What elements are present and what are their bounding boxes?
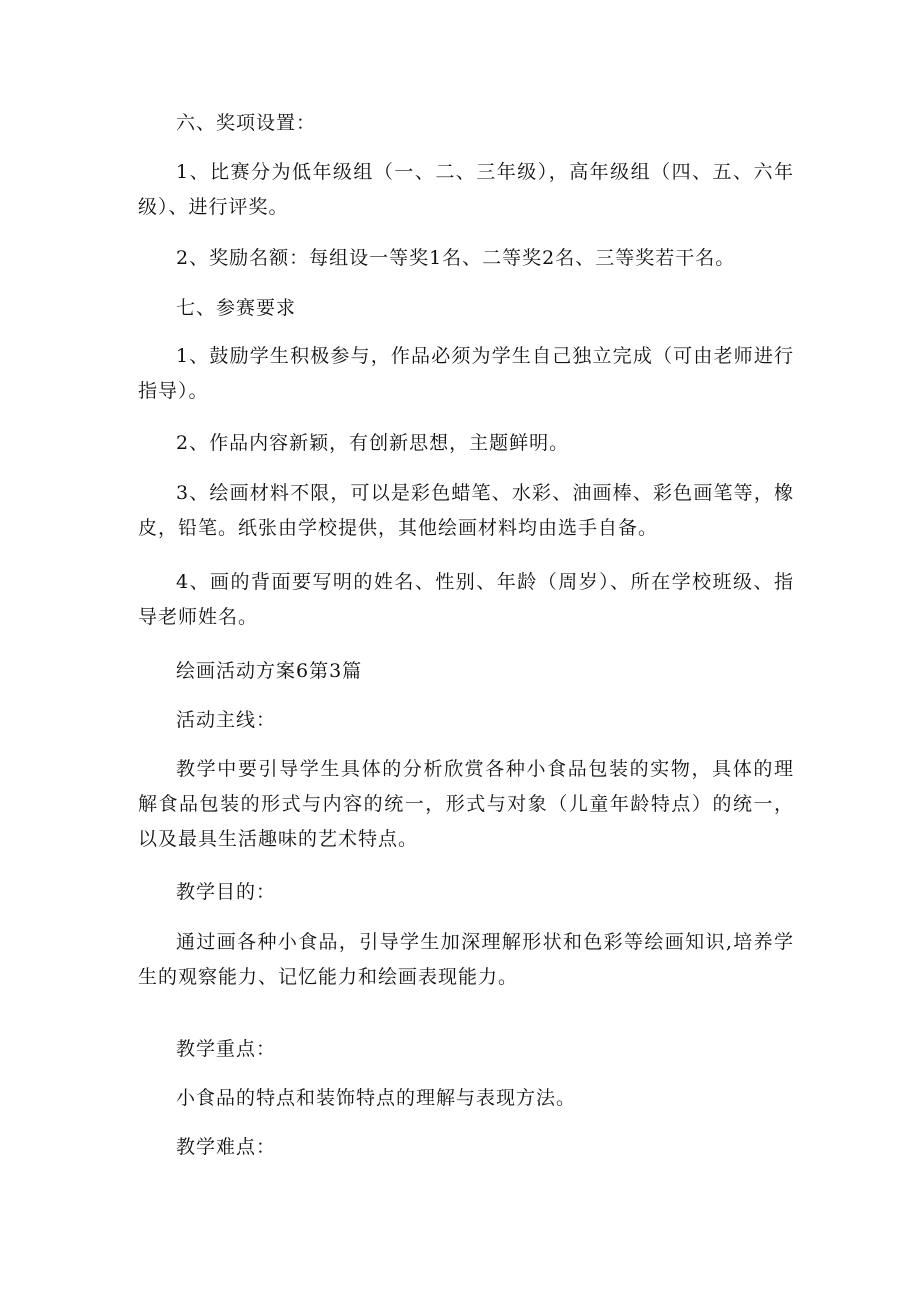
paragraph-requirement-1: 1、鼓励学生积极参与，作品必须为学生自己独立完成（可由老师进行指导）。 [138, 345, 794, 402]
section-title-plan-3: 绘画活动方案6第3篇 [176, 660, 363, 682]
section-heading-awards: 六、奖项设置： [176, 112, 317, 134]
paragraph-teaching-goal: 通过画各种小食品，引导学生加深理解形状和色彩等绘画知识,培养学生的观察能力、记忆能力和绘画表现能力。 [138, 931, 794, 988]
heading-main-line: 活动主线： [176, 709, 277, 731]
paragraph-main-line: 教学中要引导学生具体的分析欣赏各种小食品包装的实物，具体的理解食品包装的形式与内容的统一，形式与对象（儿童年龄特点）的统一，以及最具生活趣味的艺术特点。 [138, 758, 794, 850]
heading-teaching-goal: 教学目的： [176, 881, 277, 903]
heading-teaching-focus: 教学重点： [176, 1038, 277, 1060]
section-heading-requirements: 七、参赛要求 [176, 297, 297, 319]
paragraph-award-groups: 1、比赛分为低年级组（一、二、三年级），高年级组（四、五、六年级）、进行评奖。 [138, 161, 794, 218]
paragraph-requirement-2: 2、作品内容新颖，有创新思想，主题鲜明。 [176, 432, 570, 454]
paragraph-teaching-focus: 小食品的特点和装饰特点的理解与表现方法。 [176, 1087, 577, 1109]
paragraph-requirement-3: 3、绘画材料不限，可以是彩色蜡笔、水彩、油画棒、彩色画笔等，橡皮，铅笔。纸张由学校提供，其他绘画材料均由选手自备。 [138, 482, 794, 539]
paragraph-requirement-4: 4、画的背面要写明的姓名、性别、年龄（周岁）、所在学校班级、指导老师姓名。 [138, 571, 794, 628]
paragraph-award-quota: 2、奖励名额：每组设一等奖1名、二等奖2名、三等奖若干名。 [176, 247, 736, 269]
heading-teaching-difficulty: 教学难点： [176, 1136, 277, 1158]
